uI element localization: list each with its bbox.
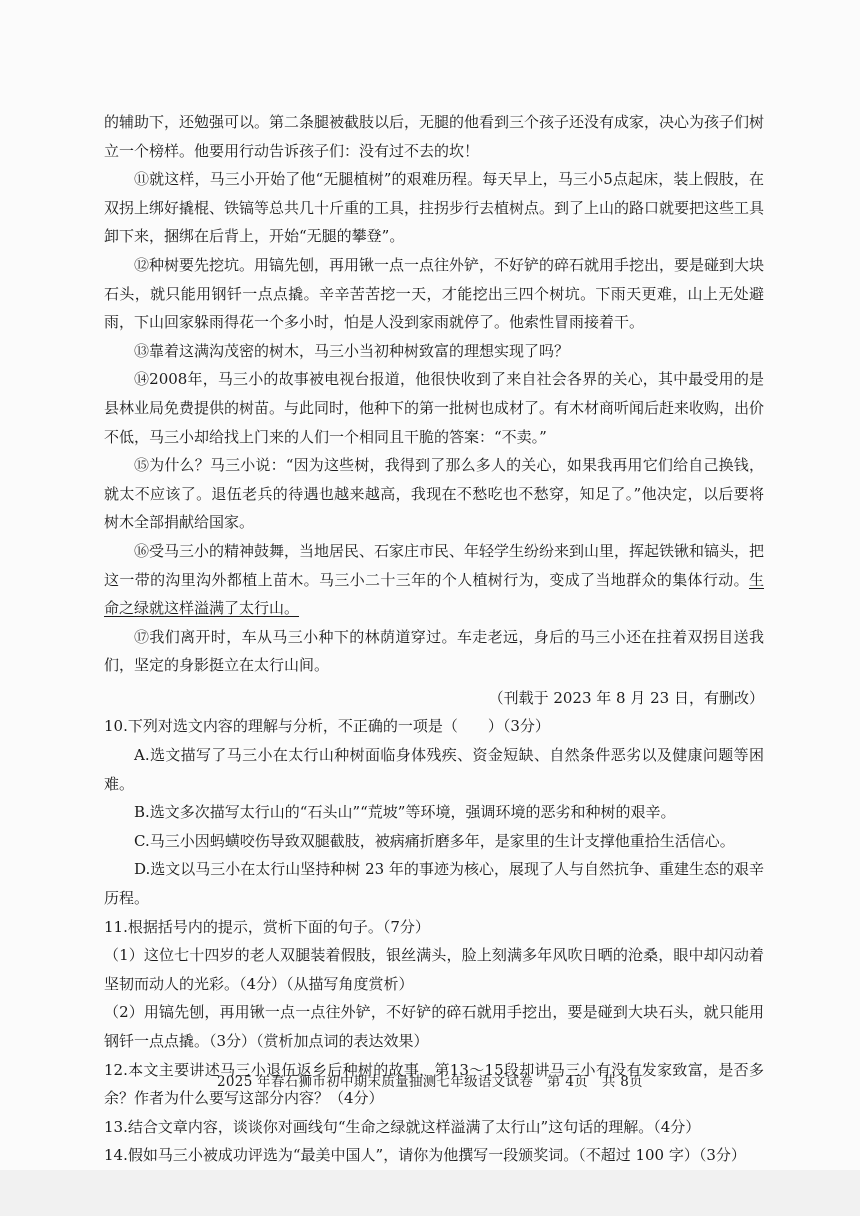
question-14: 14.假如马三小被成功评选为“最美中国人”，请你为他撰写一段颁奖词。（不超过 100 字）（3分） [104, 1146, 746, 1165]
underlined-sentence: 生命之绿就这样溢满了太行山。 [104, 570, 764, 618]
passage-paragraph-13: ⑬靠着这满沟茂密的树木，马三小当初种树致富的理想实现了吗？ [134, 341, 570, 360]
question-10: 10.下列对选文内容的理解与分析，不正确的一项是（ ）（3分） [104, 717, 550, 736]
question-12: 12.本文主要讲述马三小退伍返乡后种树的故事，第13～15段却讲马三小有没有发家致富，是否多余？作者为什么要写这部分内容？（4分） [104, 1060, 764, 1108]
page-footer: 2025 年春石狮市初中期末质量抽测七年级语文试卷 第 4页 共 8页 [217, 1074, 643, 1090]
question-10-option-a: A.选文描写了马三小在太行山种树面临身体残疾、资金短缺、自然条件恶劣以及健康问题等困难。 [104, 746, 764, 793]
passage-paragraph-continued: 的辅助下，还勉强可以。第二条腿被截肢以后，无腿的他看到三个孩子还没有成家，决心为孩子们树立一个榜样。他要用行动告诉孩子们：没有过不去的坎！ [104, 113, 765, 160]
question-11-part-1: （1）这位七十四岁的老人双腿装着假肢，银丝满头，脸上刻满多年风吹日晒的沧桑，眼中却闪动着坚韧而动人的光彩。（4分）（从描写角度赏析） [104, 946, 764, 993]
question-10-option-d: D.选文以马三小在太行山坚持种树 23 年的事迹为核心，展现了人与自然抗争、重建生态的艰辛历程。 [104, 860, 764, 908]
question-11: 11.根据括号内的提示，赏析下面的句子。（7分） [104, 917, 430, 936]
passage-paragraph-14: ⑭2008年，马三小的故事被电视台报道，他很快收到了来自社会各界的关心，其中最受用的是县林业局免费提供的树苗。与此同时，他种下的第一批树也成材了。有木材商听闻后赶来收购，出价不低，马三小却给找上门来的人们一个相同且干脆的答案：“不卖。” [104, 370, 765, 446]
scan-bottom-margin [0, 1170, 860, 1216]
question-13: 13.结合文章内容，谈谈你对画线句“生命之绿就这样溢满了太行山”这句话的理解。（4分） [104, 1117, 701, 1136]
passage-paragraph-17: ⑰我们离开时，车从马三小种下的林荫道穿过。车走老远，身后的马三小还在拄着双拐目送我们，坚定的身影挺立在太行山间。 [104, 627, 764, 675]
passage-paragraph-15: ⑮为什么？马三小说：“因为这些树，我得到了那么多人的关心，如果我再用它们给自己换钱，就太不应该了。退伍老兵的待遇也越来越高，我现在不愁吃也不愁穿，知足了。”他决定，以后要将树木全部捐献给国家。 [104, 456, 764, 532]
source-note: （刊载于 2023 年 8 月 23 日，有删改） [488, 688, 764, 707]
question-10-option-c: C.马三小因蚂蟥咬伤导致双腿截肢，被病痛折磨多年，是家里的生计支撑他重拾生活信心。 [134, 831, 735, 850]
question-10-option-b: B.选文多次描写太行山的“石头山”“荒坡”等环境，强调环境的恶劣和种树的艰辛。 [134, 803, 676, 822]
question-11-part-2: （2）用镐先刨，再用锹一点一点往外铲，不好铲的碎石就用手挖出，要是碰到大块石头，就只能用钢钎一点点撬。（3分）（赏析加点词的表达效果） [104, 1003, 764, 1050]
paragraph-16-text: ⑯受马三小的精神鼓舞，当地居民、石家庄市民、年轻学生纷纷来到山里，挥起铁锹和镐头，把这一带的沟里沟外都植上苗木。马三小二十三年的个人植树行为，变成了当地群众的集体行动。 [104, 541, 765, 589]
passage-paragraph-12: ⑫种树要先挖坑。用镐先刨，再用锹一点一点往外铲，不好铲的碎石就用手挖出，要是碰到大块石头，就只能用钢钎一点点撬。辛辛苦苦挖一天，才能挖出三四个树坑。下雨天更难，山上无处避雨，下山回家躲雨得花一个多小时，怕是人没到家雨就停了。他索性冒雨接着干。 [104, 255, 765, 332]
passage-paragraph-11: ⑪就这样，马三小开始了他“无腿植树”的艰难历程。每天早上，马三小5点起床，装上假肢，在双拐上绑好撬棍、铁镐等总共几十斤重的工具，拄拐步行去植树点。到了上山的路口就要把这些工具卸下来，捆绑在后背上，开始“无腿的攀登”。 [104, 170, 765, 246]
passage-paragraph-16 [104, 537, 764, 623]
